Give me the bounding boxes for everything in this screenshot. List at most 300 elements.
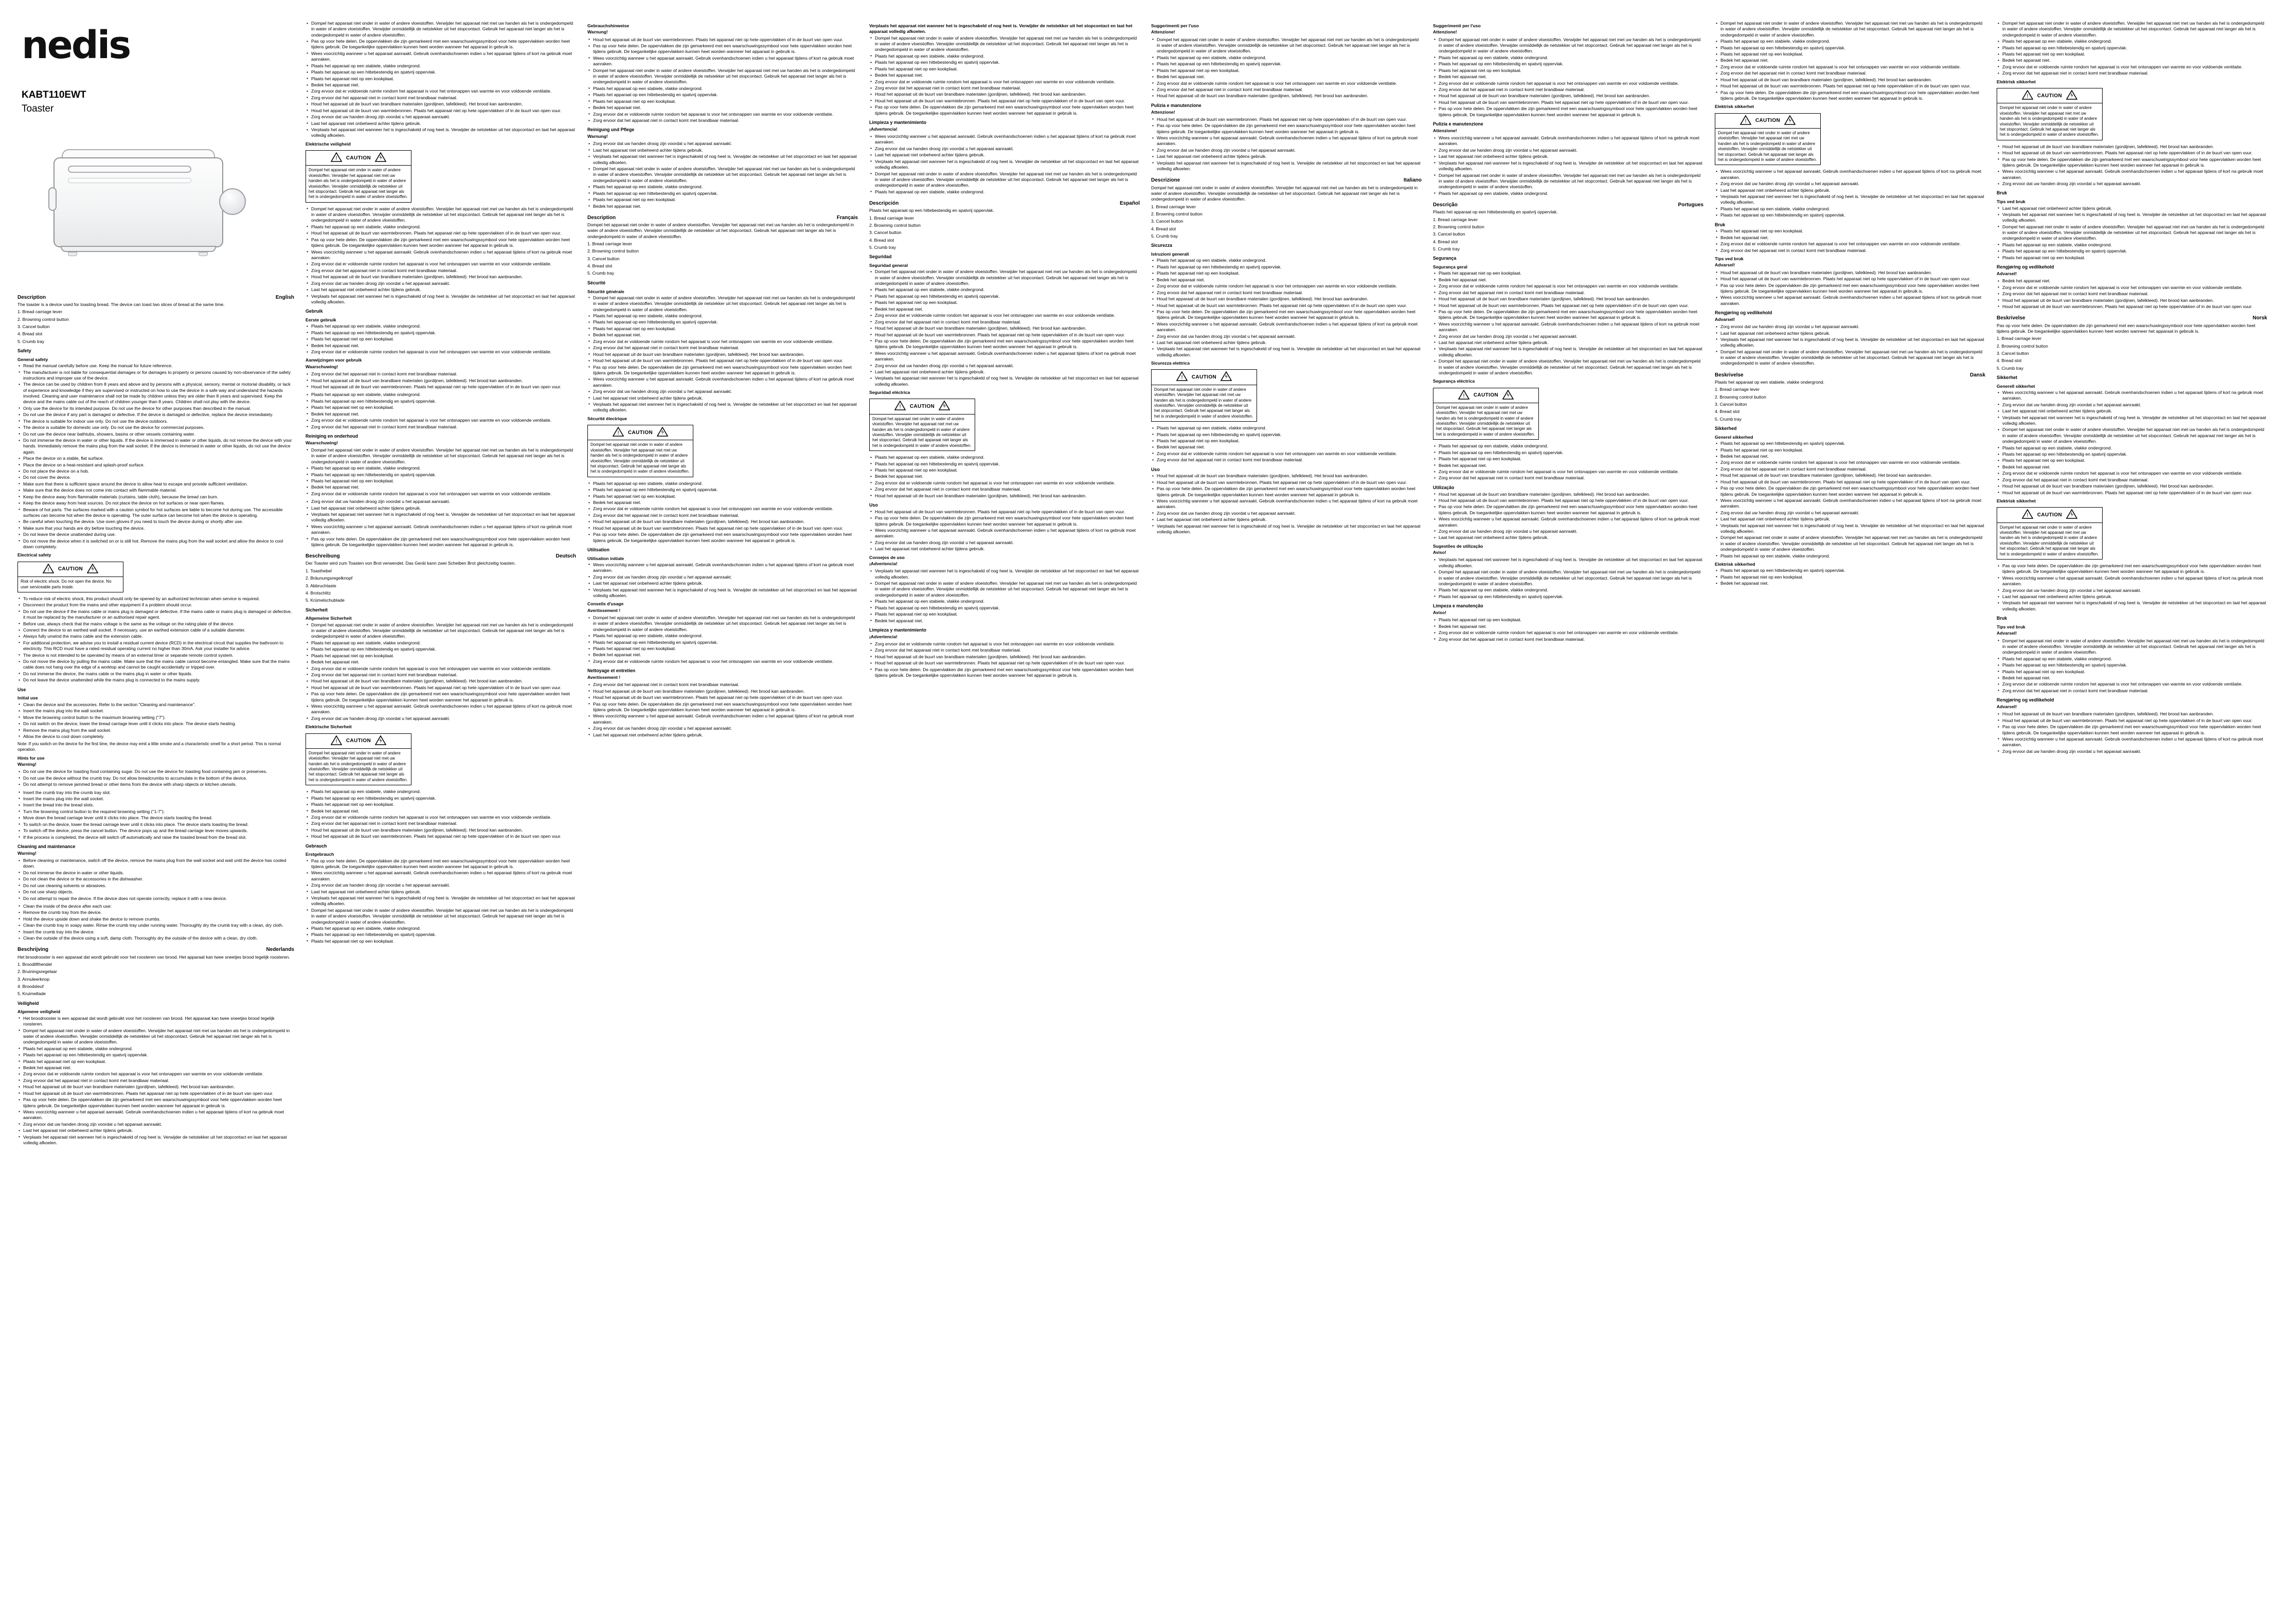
list-item: • Wees voorzichtig wanneer u het apparaat aanraakt. Gebruik ovenhandschoenen indien u het apparaat tijdens of kort na gebruik moet aanraken. bbox=[593, 376, 858, 388]
list-item: • Zorg ervoor dat uw handen droog zijn voordat u het apparaat aanraakt. bbox=[1720, 510, 1985, 516]
part-5-no: 5. Crumb tray bbox=[1997, 365, 2024, 371]
list-item: • Insert the crumb tray into the crumb tray slot. bbox=[23, 790, 294, 796]
list-item: • Zorg ervoor dat het apparaat niet in contact komt met brandbaar materiaal. bbox=[875, 487, 1140, 492]
list-item: • Pas op voor hete delen. De oppervlakken die zijn gemarkeerd met een waarschuwingssymbool voor hete oppervlakken worden heet tijdens gebruik. De toegankelijke oppervlakken kunnen heet worden wanneer het apparaat in gebruik is. bbox=[311, 237, 576, 249]
list-item: • Pas op voor hete delen. De oppervlakken die zijn gemarkeerd met een waarschuwingssymbool voor hete oppervlakken worden heet tijdens gebruik. De toegankelijke oppervlakken kunnen heet worden wanneer het apparaat in gebruik is. bbox=[1157, 123, 1422, 135]
list-item: • Place the device on a stable, flat surface. bbox=[23, 456, 294, 461]
list-item: • Plaats het apparaat op een stabiele, vlakke ondergrond. bbox=[875, 189, 1140, 195]
list-item: • Wees voorzichtig wanneer u het apparaat aanraakt. Gebruik ovenhandschoenen indien u het apparaat tijdens of kort na gebruik moet aanraken. bbox=[2002, 390, 2267, 402]
list-item: • Zorg ervoor dat uw handen droog zijn voordat u het apparaat aanraakt. bbox=[875, 363, 1140, 369]
caution-body: Dompel het apparaat niet onder in water of andere vloeistoffen. Verwijder het apparaat niet met uw handen als het is ondergedompeld in water of andere vloeistoffen. Verwijder onmiddellijk de netstekker uit het stopcontact. Gebruik het apparaat niet langer als het is ondergedompeld in water of andere vloeistoffen. bbox=[309, 168, 408, 200]
list-item: • Pas op voor hete delen. De oppervlakken die zijn gemarkeerd met een waarschuwingssymbool voor hete oppervlakken worden heet tijdens gebruik. De toegankelijke oppervlakken kunnen heet worden wanneer het apparaat in gebruik is. bbox=[593, 43, 858, 55]
use-title-fr: Utilisation bbox=[587, 547, 609, 552]
electrical-safety-list-en bbox=[17, 596, 294, 683]
use-title-col8: Bruk bbox=[1997, 190, 2007, 196]
list-item: • Plaats het apparaat niet op een kookplaat. bbox=[1157, 438, 1422, 444]
list-item: • Houd het apparaat uit de buurt van brandbare materialen (gordijnen, tafelkleed). Het brood kan aanbranden. bbox=[311, 274, 576, 280]
warning-triangle-icon bbox=[1176, 371, 1188, 383]
part-4-en: 4. Bread slot bbox=[17, 331, 43, 337]
warning-label-it-top: Attenzione! bbox=[1151, 29, 1175, 35]
caution-header bbox=[1433, 388, 1538, 403]
caution-body: Dompel het apparaat niet onder in water of andere vloeistoffen. Verwijder het apparaat niet met uw handen als het is ondergedompeld in water of andere vloeistoffen. Verwijder onmiddellijk de netstekker uit het stopcontact. Gebruik het apparaat niet langer als het is ondergedompeld in water of andere vloeistoffen. bbox=[1436, 405, 1535, 437]
svg-text:!: ! bbox=[1463, 392, 1465, 399]
list-item: • Do not immerse the device in water or other liquids. If the device is immersed in water or other liquids, do not remove the device with your hands. Immediately remove the mains plug from the wall socket. If the device is immersed in water or other liquids, do not use the device again. bbox=[23, 438, 294, 455]
cleaning-list-col8 bbox=[1997, 278, 2267, 310]
list-item: • Zorg ervoor dat uw handen droog zijn voordat u het apparaat aanraakt. bbox=[2002, 588, 2267, 593]
description-title-no: Beskrivelse bbox=[1997, 315, 2025, 321]
list-item: • Wees voorzichtig wanneer u het apparaat aanraakt. Gebruik ovenhandschoenen indien u het apparaat tijdens of kort na gebruik moet aanraken. bbox=[1157, 498, 1422, 510]
list-item: • Zorg ervoor dat er voldoende ruimte rondom het apparaat is voor het ontsnappen van warmte en voor voldoende ventilatie. bbox=[593, 506, 858, 512]
list-item: • Plaats het apparaat op een hittebestendig en spatvrij oppervlak. bbox=[875, 605, 1140, 611]
hints-list-no-top bbox=[1715, 270, 1985, 307]
hints-list-en bbox=[17, 790, 294, 840]
list-item: • Clean the inside of the device after each use: bbox=[23, 904, 294, 909]
list-item: • Plaats het apparaat niet op een kookplaat. bbox=[311, 336, 576, 342]
safety-title-en: Safety bbox=[17, 348, 31, 354]
list-item: • Zorg ervoor dat uw handen droog zijn voordat u het apparaat aanraakt. bbox=[2002, 181, 2267, 187]
list-item: • Plaats het apparaat op een hittebestendig en spatvrij oppervlak. bbox=[593, 319, 858, 325]
list-item: • Pas op voor hete delen. De oppervlakken die zijn gemarkeerd met een waarschuwingssymbool voor hete oppervlakken worden heet tijdens gebruik. De toegankelijke oppervlakken kunnen heet worden wanneer het apparaat in gebruik is. bbox=[875, 667, 1140, 679]
list-item: • Dompel het apparaat niet onder in water of andere vloeistoffen. Verwijder het apparaat niet met uw handen als het is ondergedompeld in water of andere vloeistoffen. Verwijder onmiddellijk de netstekker uit het stopcontact. Gebruik het apparaat niet langer als het is ondergedompeld in water of andere vloeistoffen. bbox=[1439, 173, 1703, 190]
list-item: • Wees voorzichtig wanneer u het apparaat aanraakt. Gebruik ovenhandschoenen indien u het apparaat tijdens of kort na gebruik moet aanraken. bbox=[23, 1109, 294, 1121]
list-item: • Wees voorzichtig wanneer u het apparaat aanraakt. Gebruik ovenhandschoenen indien u het apparaat tijdens of kort na gebruik moet aanraken. bbox=[1157, 135, 1422, 147]
list-item: • Insert the bread into the bread slots. bbox=[23, 802, 294, 808]
list-item: • Pas op voor hete delen. De oppervlakken die zijn gemarkeerd met een waarschuwingssymbool voor hete oppervlakken worden heet tijdens gebruik. De toegankelijke oppervlakken kunnen heet worden wanneer het apparaat in gebruik is. bbox=[1157, 309, 1422, 321]
list-item: • Houd het apparaat uit de buurt van brandbare materialen (gordijnen, tafelkleed). Het brood kan aanbranden. bbox=[593, 689, 858, 694]
list-item: • Houd het apparaat uit de buurt van warmtebronnen. Plaats het apparaat niet op hete oppervlakken of in de buurt van open vuur. bbox=[593, 37, 858, 43]
list-item: • Bedek het apparaat niet. bbox=[311, 82, 576, 88]
list-item: • Plaats het apparaat op een hittebestendig en spatvrij oppervlak. bbox=[593, 640, 858, 645]
list-item: • Wees voorzichtig wanneer u het apparaat aanraakt. Gebruik ovenhandschoenen indien u het apparaat tijdens of kort na gebruik moet aanraken. bbox=[2002, 736, 2267, 748]
list-item: • Move the browning control button to the maximum browning setting ("7"). bbox=[23, 715, 294, 721]
list-item: • Zorg ervoor dat er voldoende ruimte rondom het apparaat is voor het ontsnappen van warmte en voor voldoende ventilatie. bbox=[875, 480, 1140, 486]
cleaning-warning-label-en: Warning! bbox=[17, 850, 37, 856]
list-item: • Do not leave the device unattended while the mains plug is connected to the mains supply. bbox=[23, 677, 294, 683]
list-item: • Laat het apparaat niet onbeheerd achter tijdens gebruik. bbox=[1439, 154, 1703, 159]
crumb-tray-icon bbox=[61, 246, 216, 252]
part-1-es: 1. Bread carriage lever bbox=[869, 215, 914, 221]
list-item: • To switch on the device, lower the bread carriage lever until it clicks into place. The device starts toasting the bread. bbox=[23, 822, 294, 827]
part-1-pt: 1. Bread carriage lever bbox=[1433, 217, 1478, 222]
list-item: • Remove the crumb tray from the device. bbox=[23, 910, 294, 915]
bread-slot-icon bbox=[68, 166, 191, 173]
list-item: • Plaats het apparaat op een hittebestendig en spatvrij oppervlak. bbox=[1439, 61, 1703, 67]
suggestions-list-it bbox=[1433, 37, 1703, 118]
list-item: • Move down the bread carriage lever until it clicks into place. The device starts toasting the bread. bbox=[23, 815, 294, 821]
list-item: • Pas op voor hete delen. De oppervlakken die zijn gemarkeerd met een waarschuwingssymbool voor hete oppervlakken worden heet tijdens gebruik. De toegankelijke oppervlakken kunnen heet worden wanneer het apparaat in gebruik is. bbox=[593, 701, 858, 713]
list-item: • Houd het apparaat uit de buurt van warmtebronnen. Plaats het apparaat niet op hete oppervlakken of in de buurt van open vuur. bbox=[593, 358, 858, 364]
svg-text:!: ! bbox=[335, 738, 337, 745]
caution-body: Risk of electric shock. Do not open the device. No user serviceable parts inside. bbox=[21, 579, 112, 589]
list-item: • Bedek het apparaat niet. bbox=[593, 652, 858, 658]
list-item: • Do not move the device by pulling the mains cable. Make sure that the mains cable cannot become entangled. Make sure that the mains cable does not hang over the edge of a worktop and cannot be caught accidentally or tripped over. bbox=[23, 659, 294, 671]
list-item: • Zorg ervoor dat er voldoende ruimte rondom het apparaat is voor het ontsnappen van warmte en voor voldoende ventilatie. bbox=[311, 261, 576, 267]
part-5-da: 5. Crumb tray bbox=[1715, 416, 1742, 422]
list-item: • Houd het apparaat uit de buurt van brandbare materialen (gordijnen, tafelkleed). Het brood kan aanbranden. bbox=[875, 326, 1140, 331]
intro-en: The toaster is a device used for toasting bread. The device can toast two slices of bread at the same time. bbox=[17, 302, 225, 308]
cleaning-title-it-top: Pulizia e manutenzione bbox=[1151, 102, 1201, 108]
electrical-safety-title-no-top: Elektrisk sikkerhet bbox=[1715, 104, 1754, 110]
list-item: • Bedek het apparaat niet. bbox=[1439, 624, 1703, 629]
list-item: • Pas op voor hete delen. De oppervlakken die zijn gemarkeerd met een waarschuwingssymbool voor hete oppervlakken worden heet tijdens gebruik. De toegankelijke oppervlakken kunnen heet worden wanneer het apparaat in gebruik is. bbox=[593, 365, 858, 376]
first-use-title-col8: Tips ved bruk bbox=[1997, 199, 2025, 205]
general-safety-title-es: Seguridad general bbox=[869, 263, 908, 268]
list-item: • Houd het apparaat uit de buurt van warmtebronnen. Plaats het apparaat niet op hete oppervlakken of in de buurt van open vuur. bbox=[875, 332, 1140, 338]
hints-list-no bbox=[1997, 638, 2267, 694]
list-item: • Houd het apparaat uit de buurt van warmtebronnen. Plaats het apparaat niet op hete oppervlakken of in de buurt van open vuur. bbox=[1439, 100, 1703, 105]
list-item: • Plaats het apparaat op een hittebestendig en spatvrij oppervlak. bbox=[311, 472, 576, 478]
first-use-title-nl: Eerste gebruik bbox=[306, 317, 336, 322]
list-item: • Zorg ervoor dat er voldoende ruimte rondom het apparaat is voor het ontsnappen van warmte en voor voldoende ventilatie. bbox=[1439, 81, 1703, 86]
list-item: • Plaats het apparaat niet op een kookplaat. bbox=[875, 611, 1140, 617]
list-item: • Plaats het apparaat op een stabiele, vlakke ondergrond. bbox=[875, 599, 1140, 604]
electrical-safety-title-de: Elektrische Sicherheit bbox=[306, 724, 352, 730]
list-item: • Plaats het apparaat op een stabiele, vlakke ondergrond. bbox=[593, 86, 858, 92]
general-safety-list-nl bbox=[17, 1016, 294, 1146]
section-header-es bbox=[869, 200, 1140, 207]
svg-text:!: ! bbox=[1181, 374, 1183, 381]
caution-label: CAUTION bbox=[627, 429, 653, 436]
electrical-safety-list-es bbox=[869, 455, 1140, 499]
list-item: • Houd het apparaat uit de buurt van warmtebronnen. Plaats het apparaat niet op hete oppervlakken of in de buurt van open vuur. bbox=[1439, 498, 1703, 503]
list-item: • Plaats het apparaat op een hittebestendig en spatvrij oppervlak. bbox=[311, 932, 576, 938]
list-item: • Laat het apparaat niet onbeheerd achter tijdens gebruik. bbox=[1157, 517, 1422, 523]
svg-text:!: ! bbox=[2026, 93, 2029, 99]
electrical-safety-title-it: Sicurezza elettrica bbox=[1151, 361, 1190, 366]
caution-header bbox=[1152, 370, 1257, 385]
list-item: • Dompel het apparaat niet onder in water of andere vloeistoffen. Verwijder het apparaat niet met uw handen als het is ondergedompeld in water of andere vloeistoffen. Verwijder onmiddellijk de netstekker uit het stopcontact. Gebruik het apparaat niet langer als het is ondergedompeld in water of andere vloeistoffen. bbox=[1720, 535, 1985, 552]
list-item: • Pas op voor hete delen. De oppervlakken die zijn gemarkeerd met een waarschuwingssymbool voor hete oppervlakken worden heet tijdens gebruik. De toegankelijke oppervlakken kunnen heet worden wanneer het apparaat in gebruik is. bbox=[1720, 485, 1985, 497]
list-item: • Do not use the device near bathtubs, showers, basins or other vessels containing water. bbox=[23, 431, 294, 437]
part-1-fr: 1. Bread carriage lever bbox=[587, 241, 632, 247]
list-item: • The device is suitable for domestic use only. Do not use the device for commercial purposes. bbox=[23, 425, 294, 430]
bread-carriage-lever-icon bbox=[48, 187, 57, 211]
list-item: • Do not use the device if any part is damaged or defective. If the device is damaged or defective, replace the device immediately. bbox=[23, 412, 294, 418]
svg-text:!: ! bbox=[335, 155, 337, 162]
list-item: • Keep the device away from flammable materials (curtains, table cloth), because the bread can burn. bbox=[23, 494, 294, 500]
general-safety-list-pt bbox=[1433, 271, 1703, 376]
notice-label-pt-2: Aviso! bbox=[1433, 609, 1446, 615]
description-title-en: Description bbox=[17, 294, 46, 300]
list-item: • Plaats het apparaat op een stabiele, vlakke ondergrond. bbox=[2002, 39, 2267, 44]
list-item: • Plaats het apparaat niet op een kookplaat. bbox=[2002, 458, 2267, 463]
list-item: • Wees voorzichtig wanneer u het apparaat aanraakt. Gebruik ovenhandschoenen indien u het apparaat tijdens of kort na gebruik moet aanraken. bbox=[1439, 321, 1703, 333]
caution-box-nl bbox=[306, 150, 411, 203]
list-item: • Zorg ervoor dat uw handen droog zijn voordat u het apparaat aanraakt. bbox=[593, 574, 858, 580]
list-item: • Zorg ervoor dat uw handen droog zijn voordat u het apparaat aanraakt. bbox=[1720, 324, 1985, 330]
list-item: • Houd het apparaat uit de buurt van warmtebronnen. Plaats het apparaat niet op hete oppervlakken of in de buurt van open vuur. bbox=[2002, 304, 2267, 310]
list-item: • Bedek het apparaat niet. bbox=[1720, 581, 1985, 586]
part-4-pt: 4. Bread slot bbox=[1433, 239, 1458, 244]
electric-shock-icon bbox=[1784, 115, 1796, 127]
warning-label-no: Advarsel! bbox=[1997, 631, 2017, 636]
list-item: • Verplaats het apparaat niet wanneer het is ingeschakeld of nog heet is. Verwijder de netstekker uit het stopcontact en laat het apparaat volledig afkoelen. bbox=[1439, 346, 1703, 358]
description-title-it: Descrizione bbox=[1151, 177, 1180, 184]
list-item: • Verplaats het apparaat niet wanneer het is ingeschakeld of nog heet is. Verwijder de netstekker uit het stopcontact en laat het apparaat volledig afkoelen. bbox=[2002, 212, 2267, 224]
list-item: • Plaats het apparaat niet op een kookplaat. bbox=[875, 300, 1140, 305]
list-item: • For additional protection, we advise you to install a residual current device (RCD) in the electrical circuit that supplies the bathroom to electricity. This RCD must have a rated residual operating current no higher than 30mA. Ask your installer for advice. bbox=[23, 640, 294, 652]
column-6 bbox=[1433, 21, 1715, 1605]
part-3-pt: 3. Cancel button bbox=[1433, 231, 1465, 237]
caution-label: CAUTION bbox=[346, 738, 371, 744]
list-item: • Laat het apparaat niet onbeheerd achter tijdens gebruik. bbox=[1439, 535, 1703, 541]
cleaning-warning-label-fr: Avertissement ! bbox=[587, 674, 621, 680]
part-2-es: 2. Browning control button bbox=[869, 222, 921, 228]
list-item: • Zorg ervoor dat uw handen droog zijn voordat u het apparaat aanraakt. bbox=[311, 499, 576, 505]
cleaning-list-pt bbox=[1433, 617, 1703, 642]
list-item: • Disconnect the product from the mains and other equipment if a problem should occur. bbox=[23, 602, 294, 608]
list-item: • Dompel het apparaat niet onder in water of andere vloeistoffen. Verwijder het apparaat niet met uw handen als het is ondergedompeld in water of andere vloeistoffen. Verwijder onmiddellijk de netstekker uit het stopcontact. Gebruik het apparaat niet langer als het is ondergedompeld in water of andere vloeistoffen. bbox=[311, 21, 576, 38]
list-item: • Het broodrooster is een apparaat dat wordt gebruikt voor het roosteren van brood. Het apparaat kan twee sneetjes brood tegelijk roosteren. bbox=[23, 1016, 294, 1028]
list-item: • Bedek het apparaat niet. bbox=[311, 808, 576, 814]
electrical-safety-list-no-top bbox=[1715, 169, 1985, 218]
list-item: • Houd het apparaat uit de buurt van warmtebronnen. Plaats het apparaat niet op hete oppervlakken of in de buurt van open vuur. bbox=[1720, 83, 1985, 89]
list-item: • Houd het apparaat uit de buurt van brandbare materialen (gordijnen, tafelkleed). Het brood kan aanbranden. bbox=[1720, 270, 1985, 276]
list-item: • Zorg ervoor dat het apparaat niet in contact komt met brandbaar materiaal. bbox=[311, 821, 576, 826]
list-item: • Houd het apparaat uit de buurt van brandbare materialen (gordijnen, tafelkleed). Het brood kan aanbranden. bbox=[1157, 93, 1422, 99]
list-item: • Houd het apparaat uit de buurt van brandbare materialen (gordijnen, tafelkleed). Het brood kan aanbranden. bbox=[2002, 298, 2267, 303]
hints-title-no: Tips ved bruk bbox=[1997, 624, 2025, 629]
use-list-col8 bbox=[1997, 206, 2267, 261]
list-item: • To switch off the device, press the cancel button. The device pops up and the bread carriage lever moves upwards. bbox=[23, 828, 294, 834]
list-item: • Allow the device to cool down completely. bbox=[23, 734, 294, 740]
list-item: • Wees voorzichtig wanneer u het apparaat aanraakt. Gebruik ovenhandschoenen indien u het apparaat tijdens of kort na gebruik moet aanraken. bbox=[2002, 575, 2267, 587]
list-item: • Laat het apparaat niet onbeheerd achter tijdens gebruik. bbox=[1720, 516, 1985, 522]
use-note-es-top: Verplaats het apparaat niet wanneer het is ingeschakeld of nog heet is. Verwijder de netstekker uit het stopcontact en laat het apparaat volledig afkoelen. bbox=[869, 23, 1133, 34]
list-item: • Plaats het apparaat niet op een kookplaat. bbox=[1439, 617, 1703, 623]
list-item: • Plaats het apparaat op een hittebestendig en spatvrij oppervlak. bbox=[593, 191, 858, 196]
list-item: • Verplaats het apparaat niet wanneer het is ingeschakeld of nog heet is. Verwijder de netstekker uit het stopcontact en laat het apparaat volledig afkoelen. bbox=[311, 294, 576, 305]
warning-triangle-icon bbox=[613, 427, 624, 438]
list-item: • Bedek het apparaat niet. bbox=[2002, 675, 2267, 681]
list-item: • Plaats het apparaat niet op een kookplaat. bbox=[593, 326, 858, 332]
list-item: • Zorg ervoor dat uw handen droog zijn voordat u het apparaat aanraakt. bbox=[875, 146, 1140, 152]
list-item: • Houd het apparaat uit de buurt van warmtebronnen. Plaats het apparaat niet op hete oppervlakken of in de buurt van open vuur. bbox=[593, 526, 858, 531]
list-item: • Plaats het apparaat niet op een kookplaat. bbox=[593, 646, 858, 652]
language-label-nl: Nederlands bbox=[266, 947, 294, 953]
list-item: • Zorg ervoor dat uw handen droog zijn voordat u het apparaat aanraakt. bbox=[311, 716, 576, 722]
list-item: • Plaats het apparaat op een hittebestendig en spatvrij oppervlak. bbox=[875, 461, 1140, 467]
part-2-nl: 2. Bruiningsregelaar bbox=[17, 969, 57, 975]
electric-shock-icon bbox=[1502, 390, 1514, 401]
language-label-da: Dansk bbox=[1969, 372, 1985, 378]
list-item: • Plaats het apparaat op een stabiele, vlakke ondergrond. bbox=[2002, 445, 2267, 451]
list-item: • Houd het apparaat uit de buurt van brandbare materialen (gordijnen, tafelkleed). Het brood kan aanbranden. bbox=[875, 92, 1140, 97]
section-header-it bbox=[1151, 177, 1422, 184]
list-item: • Make sure that the device does not come into contact with flammable material. bbox=[23, 488, 294, 493]
list-item: • Plaats het apparaat niet op een kookplaat. bbox=[1157, 271, 1422, 276]
list-item: • Pas op voor hete delen. De oppervlakken die zijn gemarkeerd met een waarschuwingssymbool voor hete oppervlakken worden heet tijdens gebruik. De toegankelijke oppervlakken kunnen heet worden wanneer het apparaat in gebruik is. bbox=[875, 338, 1140, 350]
product-name: Toaster bbox=[22, 103, 54, 114]
list-item: • Zorg ervoor dat het apparaat niet in contact komt met brandbaar materiaal. bbox=[1439, 87, 1703, 93]
svg-text:!: ! bbox=[47, 566, 49, 573]
intro-nl: Het broodrooster is een apparaat dat wordt gebruikt voor het roosteren van brood. Het apparaat kan twee sneetjes brood tegelijk roosteren. bbox=[17, 954, 290, 960]
caution-label: CAUTION bbox=[1191, 374, 1217, 381]
electrical-safety-title-da: Elektrisk sikkerhed bbox=[1715, 561, 1755, 567]
list-item: • Laat het apparaat niet onbeheerd achter tijdens gebruik. bbox=[875, 152, 1140, 158]
part-4-no: 4. Bread slot bbox=[1997, 358, 2022, 364]
cleaning-list-fr bbox=[587, 682, 858, 738]
use-list-es bbox=[869, 509, 1140, 552]
list-item: • Dompel het apparaat niet onder in water of andere vloeistoffen. Verwijder het apparaat niet met uw handen als het is ondergedompeld in water of andere vloeistoffen. Verwijder onmiddellijk de netstekker uit het stopcontact. Gebruik het apparaat niet langer als het is ondergedompeld in water of andere vloeistoffen. bbox=[593, 615, 858, 633]
list-item: • Houd het apparaat uit de buurt van brandbare materialen (gordijnen, tafelkleed). Het brood kan aanbranden. bbox=[23, 1084, 294, 1090]
part-1-no: 1. Bread carriage lever bbox=[1997, 336, 2041, 341]
model-number: KABT110EWT bbox=[22, 89, 86, 100]
list-item: • Laat het apparaat niet onbeheerd achter tijdens gebruik. bbox=[311, 506, 576, 511]
list-item: • Houd het apparaat uit de buurt van warmtebronnen. Plaats het apparaat niet op hete oppervlakken of in de buurt van open vuur. bbox=[1157, 303, 1422, 309]
list-item: • Laat het apparaat niet onbeheerd achter tijdens gebruik. bbox=[311, 287, 576, 293]
list-item: • Plaats het apparaat niet op een kookplaat. bbox=[1720, 51, 1985, 57]
caution-header bbox=[306, 151, 411, 166]
list-item: • Remove the mains plug from the wall socket. bbox=[23, 728, 294, 733]
list-item: • Zorg ervoor dat uw handen droog zijn voordat u het apparaat aanraakt. bbox=[1157, 148, 1422, 153]
list-item: • Houd het apparaat uit de buurt van brandbare materialen (gordijnen, tafelkleed). Het brood kan aanbranden. bbox=[1439, 93, 1703, 99]
list-item: • Houd het apparaat uit de buurt van warmtebronnen. Plaats het apparaat niet op hete oppervlakken of in de buurt van open vuur. bbox=[1157, 117, 1422, 122]
list-item: • Make sure that there is sufficient space around the device to allow heat to escape and provide sufficient ventilation. bbox=[23, 481, 294, 487]
safety-title-da: Sikkerhed bbox=[1715, 426, 1737, 431]
list-item: • Plaats het apparaat op een stabiele, vlakke ondergrond. bbox=[311, 926, 576, 931]
list-item: • Plaats het apparaat op een stabiele, vlakke ondergrond. bbox=[1439, 443, 1703, 449]
hints-title-no-top: Tips ved bruk bbox=[1715, 256, 1744, 261]
caution-label: CAUTION bbox=[1755, 118, 1781, 124]
list-item: • Zorg ervoor dat er voldoende ruimte rondom het apparaat is voor het ontsnappen van warmte en voor voldoende ventilatie. bbox=[2002, 285, 2267, 291]
list-item: • Dompel het apparaat niet onder in water of andere vloeistoffen. Verwijder het apparaat niet met uw handen als het is ondergedompeld in water of andere vloeistoffen. Verwijder onmiddellijk de netstekker uit het stopcontact. Gebruik het apparaat niet langer als het is ondergedompeld in water of andere vloeistoffen. bbox=[593, 68, 858, 85]
list-item: • Pas op voor hete delen. De oppervlakken die zijn gemarkeerd met een waarschuwingssymbool voor hete oppervlakken worden heet tijdens gebruik. De toegankelijke oppervlakken kunnen heet worden wanneer het apparaat in gebruik is. bbox=[1439, 504, 1703, 516]
list-item: • Beware of hot parts. The surfaces marked with a caution symbol for hot surfaces are liable to become hot during use. The accessible surfaces can become hot when the device is operating. The outer surface can become hot when the device is operating. bbox=[23, 507, 294, 519]
list-item: • Bedek het apparaat niet. bbox=[2002, 58, 2267, 63]
list-item: • Plaats het apparaat niet op een kookplaat. bbox=[311, 478, 576, 484]
svg-text:!: ! bbox=[2026, 512, 2029, 519]
list-item: • Plaats het apparaat op een stabiele, vlakke ondergrond. bbox=[23, 1046, 294, 1052]
list-item: • Pas op voor hete delen. De oppervlakken die zijn gemarkeerd met een waarschuwingssymbool voor hete oppervlakken worden heet tijdens gebruik. De toegankelijke oppervlakken kunnen heet worden wanneer het apparaat in gebruik is. bbox=[23, 1097, 294, 1109]
electric-shock-icon bbox=[2066, 509, 2077, 520]
list-item: • Pas op voor hete delen. De oppervlakken die zijn gemarkeerd met een waarschuwingssymbool voor hete oppervlakken worden heet tijdens gebruik. De toegankelijke oppervlakken kunnen heet worden wanneer het apparaat in gebruik is. bbox=[2002, 563, 2267, 575]
list-item: • Houd het apparaat uit de buurt van brandbare materialen (gordijnen, tafelkleed). Het brood kan aanbranden. bbox=[2002, 711, 2267, 717]
general-safety-title-de: Allgemeine Sicherheit bbox=[306, 616, 352, 621]
list-item: • Hold the device upside down and shake the device to remove crumbs. bbox=[23, 916, 294, 922]
browning-control-knob-icon bbox=[219, 188, 246, 215]
list-item: • Pas op voor hete delen. De oppervlakken die zijn gemarkeerd met een waarschuwingssymbool voor hete oppervlakken worden heet tijdens gebruik. De toegankelijke oppervlakken kunnen heet worden wanneer het apparaat in gebruik is. bbox=[1720, 283, 1985, 295]
caution-header bbox=[306, 734, 411, 749]
list-item: • Plaats het apparaat niet op een kookplaat. bbox=[593, 197, 858, 203]
part-3-de: 3. Abbruchtaste bbox=[306, 583, 336, 588]
list-item: • Plaats het apparaat op een hittebestendig en spatvrij oppervlak. bbox=[311, 646, 576, 652]
list-item: • Houd het apparaat uit de buurt van warmtebronnen. Plaats het apparaat niet op hete oppervlakken of in de buurt van open vuur. bbox=[593, 695, 858, 700]
list-item: • Houd het apparaat uit de buurt van brandbare materialen (gordijnen, tafelkleed). Het brood kan aanbranden. bbox=[2002, 144, 2267, 150]
list-item: • Zorg ervoor dat er voldoende ruimte rondom het apparaat is voor het ontsnappen van warmte en voor voldoende ventilatie. bbox=[1157, 283, 1422, 289]
list-item: • Plaats het apparaat niet op een kookplaat. bbox=[311, 405, 576, 410]
list-item: • Plaats het apparaat niet op een kookplaat. bbox=[1439, 68, 1703, 74]
electric-shock-icon bbox=[2066, 90, 2077, 101]
general-safety-list-no bbox=[1997, 390, 2267, 496]
section-header-fr bbox=[587, 214, 858, 221]
list-item: • Plaats het apparaat niet op een kookplaat. bbox=[1439, 271, 1703, 276]
list-item: • Plaats het apparaat niet op een kookplaat. bbox=[311, 653, 576, 659]
list-item: • Do not attempt to repair the device. If the device does not operate correctly, replace it with a new device. bbox=[23, 896, 294, 902]
list-item: • Pas op voor hete delen. De oppervlakken die zijn gemarkeerd met een waarschuwingssymbool voor hete oppervlakken worden heet tijdens gebruik. De toegankelijke oppervlakken kunnen heet worden wanneer het apparaat in gebruik is. bbox=[875, 104, 1140, 116]
list-item: • Bedek het apparaat niet. bbox=[1439, 277, 1703, 283]
description-title-pt: Descrição bbox=[1433, 202, 1458, 208]
list-item: • Bedek het apparaat niet. bbox=[1439, 74, 1703, 80]
list-item: • Houd het apparaat uit de buurt van brandbare materialen (gordijnen, tafelkleed). Het brood kan aanbranden. bbox=[593, 519, 858, 525]
list-item: • Pas op voor hete delen. De oppervlakken die zijn gemarkeerd met een waarschuwingssymbool voor hete oppervlakken worden heet tijdens gebruik. De toegankelijke oppervlakken kunnen heet worden wanneer het apparaat in gebruik is. bbox=[1439, 106, 1703, 118]
list-item: • Dompel het apparaat niet onder in water of andere vloeistoffen. Verwijder het apparaat niet met uw handen als het is ondergedompeld in water of andere vloeistoffen. Verwijder onmiddellijk de netstekker uit het stopcontact. Gebruik het apparaat niet langer als het is ondergedompeld in water of andere vloeistoffen. bbox=[593, 166, 858, 184]
list-item: • Houd het apparaat uit de buurt van warmtebronnen. Plaats het apparaat niet op hete oppervlakken of in de buurt van open vuur. bbox=[2002, 718, 2267, 724]
electrical-safety-list-de bbox=[306, 789, 576, 839]
part-4-fr: 4. Bread slot bbox=[587, 263, 613, 269]
intro-pt: Plaats het apparaat op een hittebestendig en spatvrij oppervlak. bbox=[1433, 209, 1558, 215]
list-item: • Houd het apparaat uit de buurt van warmtebronnen. Plaats het apparaat niet op hete oppervlakken of in de buurt van open vuur. bbox=[311, 230, 576, 236]
list-item: • Zorg ervoor dat er voldoende ruimte rondom het apparaat is voor het ontsnappen van warmte en voor voldoende ventilatie. bbox=[1157, 451, 1422, 457]
list-item: • Plaats het apparaat op een hittebestendig en spatvrij oppervlak. bbox=[2002, 452, 2267, 457]
list-item: • Laat het apparaat niet onbeheerd achter tijdens gebruik. bbox=[1157, 340, 1422, 346]
list-item: • Verplaats het apparaat niet wanneer het is ingeschakeld of nog heet is. Verwijder de netstekker uit het stopcontact en laat het apparaat volledig afkoelen. bbox=[1439, 160, 1703, 172]
warning-label-nl: Waarschuwing! bbox=[306, 364, 338, 369]
cleaning-list-no-top bbox=[1715, 324, 1985, 367]
list-item: • Do not place the device on a hob. bbox=[23, 469, 294, 474]
warning-label-no-3: Advarsel! bbox=[1997, 704, 2017, 709]
list-item: • To reduce risk of electric shock, this product should only be opened by an authorized technician when service is required. bbox=[23, 596, 294, 602]
list-item: • Plaats het apparaat op een stabiele, vlakke ondergrond. bbox=[1439, 587, 1703, 593]
list-item: • Dompel het apparaat niet onder in water of andere vloeistoffen. Verwijder het apparaat niet met uw handen als het is ondergedompeld in water of andere vloeistoffen. Verwijder onmiddellijk de netstekker uit het stopcontact. Gebruik het apparaat niet langer als het is ondergedompeld in water of andere vloeistoffen. bbox=[2002, 427, 2267, 444]
list-item: • Zorg ervoor dat het apparaat niet in contact komt met brandbaar materiaal. bbox=[1439, 475, 1703, 481]
brand-logo: nedis bbox=[22, 23, 130, 67]
list-item: • Pas op voor hete delen. De oppervlakken die zijn gemarkeerd met een waarschuwingssymbool voor hete oppervlakken worden heet tijdens gebruik. De toegankelijke oppervlakken kunnen heet worden wanneer het apparaat in gebruik is. bbox=[311, 39, 576, 50]
warning-label-fr: Avertissement ! bbox=[587, 607, 621, 613]
caution-header bbox=[588, 425, 693, 440]
intro-da: Plaats het apparaat op een stabiele, vlakke ondergrond. bbox=[1715, 379, 1825, 385]
list-item: • Plaats het apparaat op een stabiele, vlakke ondergrond. bbox=[1720, 553, 1985, 559]
part-2-it: 2. Browning control button bbox=[1151, 211, 1203, 217]
list-item: • Laat het apparaat niet onbeheerd achter tijdens gebruik. bbox=[23, 1128, 294, 1133]
list-item: • Only use the device for its intended purpose. Do not use the device for other purposes than described in the manual. bbox=[23, 406, 294, 411]
electric-shock-icon bbox=[939, 401, 950, 412]
list-item: • Before use, always check that the mains voltage is the same as the voltage on the rating plate of the device. bbox=[23, 621, 294, 627]
language-label-fr: Français bbox=[836, 214, 858, 221]
list-item: • Zorg ervoor dat uw handen droog zijn voordat u het apparaat aanraakt. bbox=[593, 389, 858, 394]
list-item: • Plaats het apparaat op een hittebestendig en spatvrij oppervlak. bbox=[2002, 45, 2267, 51]
electrical-safety-title-es: Seguridad eléctrica bbox=[869, 390, 910, 395]
cleaning-warning-list-en bbox=[17, 858, 294, 902]
hints-list-fr bbox=[587, 615, 858, 664]
language-label-pt: Portugues bbox=[1678, 202, 1703, 208]
list-item: • Houd het apparaat uit de buurt van warmtebronnen. Plaats het apparaat niet op hete oppervlakken of in de buurt van open vuur. bbox=[1720, 479, 1985, 485]
safety-title-nl: Veiligheid bbox=[17, 1000, 39, 1006]
hints-title-it-top: Suggerimenti per l'uso bbox=[1151, 23, 1199, 28]
list-item: • Houd het apparaat uit de buurt van warmtebronnen. Plaats het apparaat niet op hete oppervlakken of in de buurt van open vuur. bbox=[311, 108, 576, 114]
caution-label: CAUTION bbox=[909, 404, 935, 410]
list-item: • Verplaats het apparaat niet wanneer het is ingeschakeld of nog heet is. Verwijder de netstekker uit het stopcontact en laat het apparaat volledig afkoelen. bbox=[311, 127, 576, 139]
list-item: • Pas op voor hete delen. De oppervlakken die zijn gemarkeerd met een waarschuwingssymbool voor hete oppervlakken worden heet tijdens gebruik. De toegankelijke oppervlakken kunnen heet worden wanneer het apparaat in gebruik is. bbox=[1157, 486, 1422, 498]
caution-header bbox=[1997, 508, 2102, 523]
list-item: • Dompel het apparaat niet onder in water of andere vloeistoffen. Verwijder het apparaat niet met uw handen als het is ondergedompeld in water of andere vloeistoffen. Verwijder onmiddellijk de netstekker uit het stopcontact. Gebruik het apparaat niet langer als het is ondergedompeld in water of andere vloeistoffen. bbox=[1439, 37, 1703, 55]
hints-title-en: Hints for use bbox=[17, 755, 45, 761]
intro-no: Pas op voor hete delen. De oppervlakken die zijn gemarkeerd met een waarschuwingssymbool voor hete oppervlakken worden heet tijdens gebruik. De toegankelijke oppervlakken kunnen heet worden wanneer het apparaat in gebruik is. bbox=[1997, 322, 2256, 334]
language-label-no: Norsk bbox=[2252, 315, 2267, 321]
list-item: • Clean the device and the accessories. Refer to the section "Cleaning and maintenance". bbox=[23, 702, 294, 708]
initial-use-title-en: Initial use bbox=[17, 695, 38, 701]
use-title-no: Bruk bbox=[1997, 616, 2007, 621]
foot-right bbox=[199, 252, 208, 256]
part-4-it: 4. Bread slot bbox=[1151, 226, 1176, 231]
cleaning-list-nl bbox=[306, 499, 576, 548]
list-item: • Houd het apparaat uit de buurt van brandbare materialen (gordijnen, tafelkleed). Het brood kan aanbranden. bbox=[311, 101, 576, 107]
part-1-nl: 1. Broodlifthendel bbox=[17, 961, 52, 967]
list-item: • Do not move the device when it is switched on or is still hot. Remove the mains plug from the wall socket and allow the device to cool down completely. bbox=[23, 538, 294, 550]
list-item: • Plaats het apparaat niet op een kookplaat. bbox=[1439, 456, 1703, 462]
list-item: • Bedek het apparaat niet. bbox=[1720, 454, 1985, 459]
list-item: • Zorg ervoor dat het apparaat niet in contact komt met brandbaar materiaal. bbox=[1720, 466, 1985, 472]
